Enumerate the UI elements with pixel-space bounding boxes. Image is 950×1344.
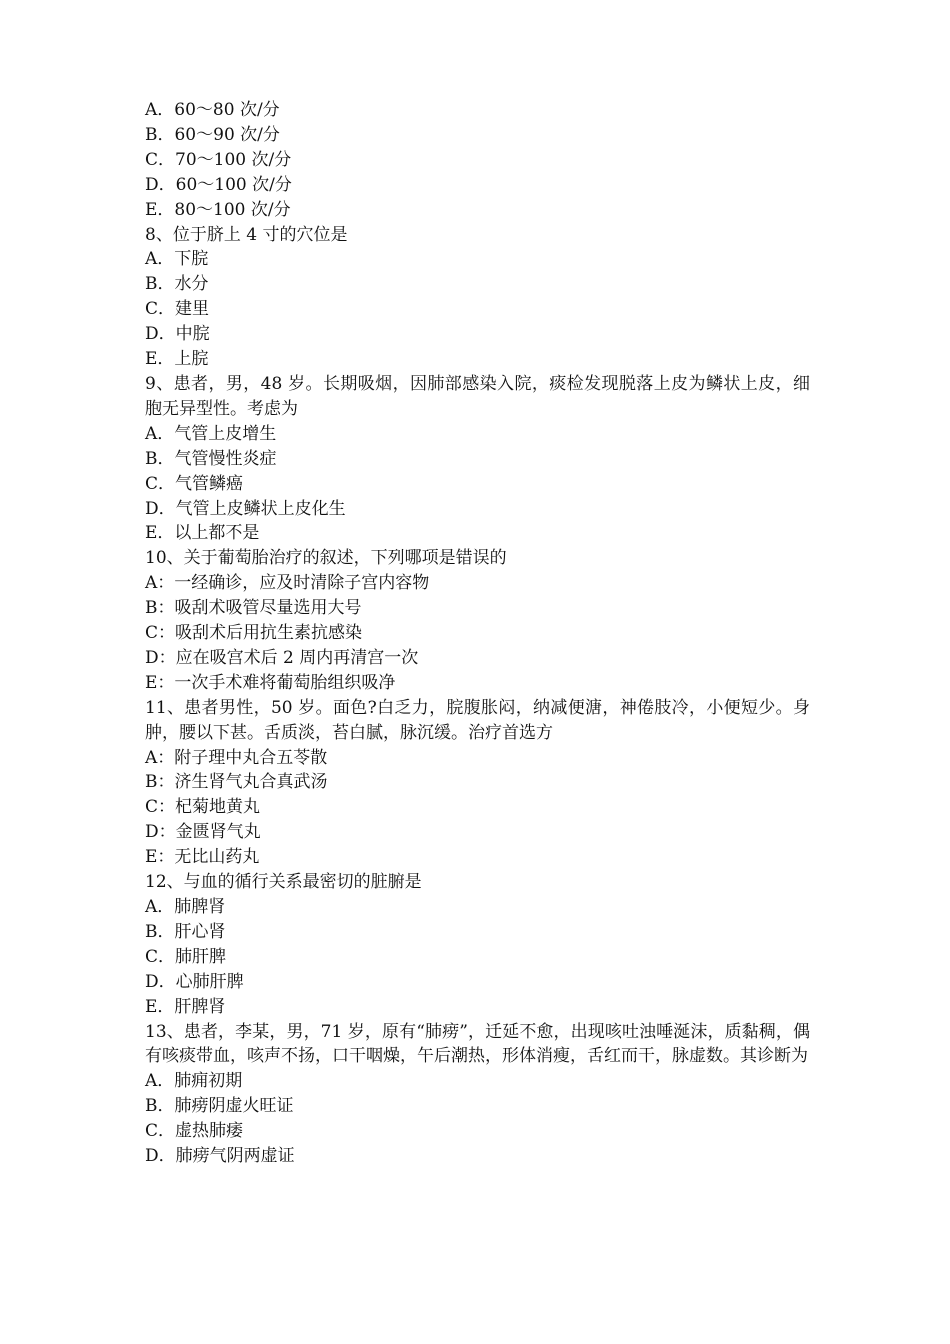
question-13 bbox=[145, 1020, 810, 1169]
option-line: C．肺肝脾 bbox=[145, 946, 227, 967]
question-stem: 11、患者男性，50 岁。面色?白乏力，脘腹胀闷，纳减便溏，神倦肢冷，小便短少。身肿，腰以下甚。舌质淡，苔白腻，脉沉缓。治疗首选方 bbox=[145, 697, 810, 743]
option-line: A：一经确诊，应及时清除子宫内容物 bbox=[145, 573, 430, 594]
question-10 bbox=[145, 546, 810, 695]
option-line: A．气管上皮增生 bbox=[145, 423, 277, 444]
option-line: D．气管上皮鳞状上皮化生 bbox=[145, 498, 346, 519]
option-line: A．肺痈初期 bbox=[145, 1071, 243, 1092]
document-page bbox=[145, 98, 810, 1169]
option-line: E：无比山药丸 bbox=[145, 847, 260, 868]
fragment-options bbox=[145, 98, 810, 223]
option-line: C：吸刮术后用抗生素抗感染 bbox=[145, 623, 363, 644]
option-line: B：吸刮术吸管尽量选用大号 bbox=[145, 598, 362, 619]
question-11 bbox=[145, 696, 810, 870]
question-9 bbox=[145, 372, 810, 546]
option-line: A．肺脾肾 bbox=[145, 897, 226, 917]
option-line: B．肝心肾 bbox=[145, 921, 226, 942]
option-line: D．肺痨气阴两虚证 bbox=[145, 1146, 295, 1167]
option-line: E．肝脾肾 bbox=[145, 996, 226, 1017]
question-12 bbox=[145, 870, 810, 1019]
option-line: C．70～100 次/分 bbox=[145, 149, 292, 170]
option-line: D．60～100 次/分 bbox=[145, 174, 292, 195]
option-line: E：一次手术难将葡萄胎组织吸净 bbox=[145, 672, 396, 693]
option-line: C．虚热肺痿 bbox=[145, 1121, 244, 1142]
question-8 bbox=[145, 223, 810, 372]
option-line: C：杞菊地黄丸 bbox=[145, 797, 261, 818]
option-line: D．中脘 bbox=[145, 324, 210, 345]
option-line: B．60～90 次/分 bbox=[145, 124, 280, 145]
option-line: C．气管鳞癌 bbox=[145, 473, 244, 494]
option-line: B．肺痨阴虚火旺证 bbox=[145, 1096, 294, 1117]
question-stem: 9、患者，男，48 岁。长期吸烟，因肺部感染入院，痰检发现脱落上皮为鳞状上皮，细胞无异型性。考虑为 bbox=[145, 373, 810, 419]
option-line: A．下脘 bbox=[145, 249, 209, 270]
option-line: E．上脘 bbox=[145, 349, 209, 370]
question-stem: 8、位于脐上 4 寸的穴位是 bbox=[145, 224, 348, 245]
option-line: B．水分 bbox=[145, 274, 209, 295]
option-line: A．60～80 次/分 bbox=[145, 100, 280, 120]
option-line: D：金匮肾气丸 bbox=[145, 822, 261, 843]
option-line: A：附子理中丸合五苓散 bbox=[145, 747, 328, 768]
option-line: E．80～100 次/分 bbox=[145, 199, 291, 220]
question-stem: 10、关于葡萄胎治疗的叙述，下列哪项是错误的 bbox=[145, 548, 507, 569]
option-line: B．气管慢性炎症 bbox=[145, 448, 277, 469]
question-stem: 12、与血的循行关系最密切的脏腑是 bbox=[145, 872, 422, 893]
option-line: B：济生肾气丸合真武汤 bbox=[145, 772, 328, 793]
option-line: D．心肺肝脾 bbox=[145, 971, 244, 992]
option-line: C．建里 bbox=[145, 299, 210, 320]
option-line: E．以上都不是 bbox=[145, 523, 260, 544]
option-line: D：应在吸宫术后 2 周内再清宫一次 bbox=[145, 647, 419, 668]
question-stem: 13、患者，李某，男，71 岁，原有“肺痨”，迁延不愈，出现咳吐浊唾涎沫，质黏稠，偶有咳痰带血，咳声不扬，口干咽燥，午后潮热，形体消瘦，舌红而干，脉虚数。其诊断为 bbox=[145, 1021, 810, 1067]
